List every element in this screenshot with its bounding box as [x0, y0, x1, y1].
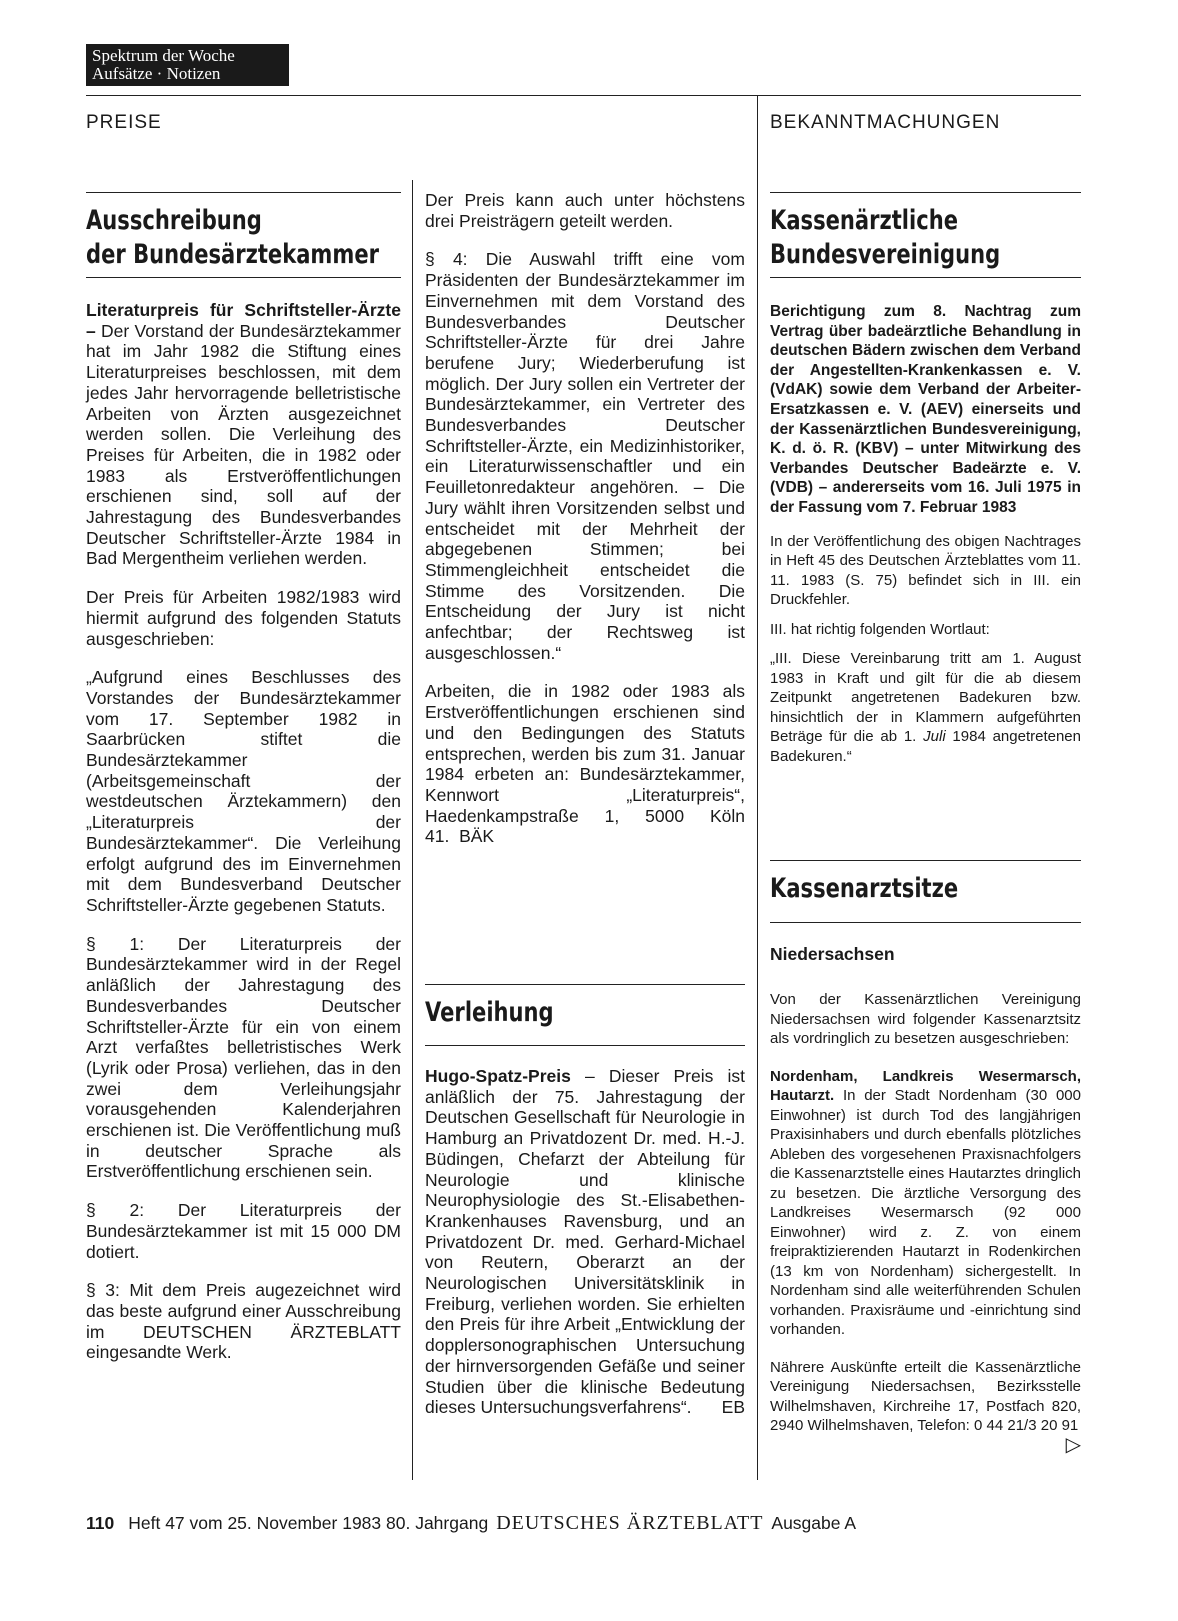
signature: BÄK [459, 826, 495, 847]
signature: EB [721, 1397, 745, 1418]
article-body [770, 302, 1081, 776]
paragraph [770, 1067, 1081, 1340]
article-title [770, 204, 1000, 272]
article-body [425, 1066, 745, 1436]
quote-italic: Juli [923, 728, 946, 746]
section-kicker [86, 44, 289, 86]
quote-text: „III. Diese Vereinbarung tritt am 1. August 1983 in Kraft und gilt für die ab diesem Zeitpunkt angetretenen Badekuren bzw. hinsichtlich der in Klammern aufgeführten Beträge für die ab 1. [770, 650, 1081, 746]
top-rule [86, 95, 1081, 96]
article-title-line-2: Bundesvereinigung [770, 239, 1001, 270]
heading-rule-bottom [770, 922, 1081, 923]
kicker-line-1: Spektrum der Woche [92, 46, 235, 65]
section-label-bekanntmachungen: BEKANNTMACHUNGEN [770, 112, 1001, 133]
heading-rule-top [425, 984, 745, 985]
heading-rule-bottom [770, 277, 1081, 278]
lead-bold: Literaturpreis für Schriftsteller-Ärzte – [86, 300, 401, 341]
heading-rule-bottom [86, 277, 401, 278]
article-body [770, 990, 1081, 1455]
paragraph: § 1: Der Literaturpreis der Bundesärztekammer wird in der Regel anläßlich der Jahrestagung des Bundesverbandes Deutscher Schriftsteller-Ärzte für ein von einem Arzt verfaßtes belletristisches Werk (Lyrik oder Prosa) verliehen, das in den zwei dem Verleihungsjahr vorausgehenden Kalenderjahren erschienen ist. Die Veröffentlichung muß in deutscher Sprache als Erstveröffentlichung erschienen sein. [86, 933, 401, 1182]
edition: Ausgabe A [771, 1513, 857, 1533]
article-title: Verleihung [425, 997, 554, 1028]
paragraph: „Aufgrund eines Beschlusses des Vorstandes der Bundesärztekammer vom 17. September 1982 in Saarbrücken stiftet die Bundesärztekammer (Arbeitsgemeinschaft der westdeutschen Ärztekammern) den „Literaturpreis der Bundesärztekammer“. Die Verleihung erfolgt aufgrund des im Einvernehmen mit dem Bundesverband Deutscher Schriftsteller-Ärzte gegebenen Statuts. [86, 667, 401, 915]
paragraph: § 2: Der Literaturpreis der Bundesärztekammer ist mit 15 000 DM dotiert. [86, 1200, 401, 1262]
article-title [86, 204, 379, 272]
heading-rule-top [86, 192, 401, 193]
closing-text: Arbeiten, die in 1982 oder 1983 als Erstveröffentlichungen erschienen sind und den Bedingungen des Statuts entsprechen, werden bis zum 31. Januar 1984 erbeten an: Bundesärztekammer, Kennwort „Literaturpreis“, Haedenkampstraße 1, 5000 Köln 41. [425, 681, 745, 847]
lead-text: Der Vorstand der Bundesärztekammer hat im Jahr 1982 die Stiftung eines Literaturpreises beschlossen, mit dem jedes Jahr hervorragende belletristische Arbeiten von Ärzten ausgezeichnet werden sollen. Die Verleihung des Preises für Arbeiten, die in 1982 oder 1983 als Erstveröffentlichungen erschienen sind, soll auf der Jahrestagung des Bundesverbandes Deutscher Schriftsteller-Ärzte 1984 in Bad Mergentheim verliehen werden. [86, 320, 401, 569]
kicker-line-2: Aufsätze · Notizen [92, 64, 221, 83]
paragraph [770, 1358, 1081, 1456]
column-divider-thin [412, 180, 413, 1480]
section-label-preise: PREISE [86, 112, 162, 133]
paragraph: In der Veröffentlichung des obigen Nachtrages in Heft 45 des Deutschen Ärzteblattes vom 11. 11. 1983 (S. 75) befindet sich in III. ein Druckfehler. [770, 532, 1081, 609]
quote-text-end: 1984 angetretenen Badekuren.“ [770, 728, 1081, 765]
article-title-line-1: Kassenärztliche [770, 205, 959, 236]
issue-info: Heft 47 vom 25. November 1983 80. Jahrgang [128, 1513, 489, 1533]
lead-bold: Berichtigung zum 8. Nachtrag zum Vertrag über badeärztliche Behandlung in deutschen Bädern zwischen dem Verband der Angestellten-Krankenkassen e. V. (VdAK) sowie dem Verband der Arbeiter-Ersatzkassen e. V. (AEV) einerseits und der Kassenärztlichen Bundesvereinigung, K. d. ö. R. (KBV) – unter Mitwirkung des Verbandes Deutscher Badeärzte e. V. (VDB) – andererseits vom 16. Juli 1975 in der Fassung vom 7. Februar 1983 [770, 303, 1081, 516]
paragraph [770, 649, 1081, 766]
article-column-2 [425, 190, 745, 865]
article-column-1 [86, 300, 401, 1381]
column-divider [757, 95, 758, 1480]
article-title-line-2: der Bundesärztekammer [86, 239, 379, 270]
heading-rule-top [770, 192, 1081, 193]
lead-bold: Hugo-Spatz-Preis [425, 1066, 571, 1086]
paragraph: III. hat richtig folgenden Wortlaut: [770, 620, 990, 638]
contact-text: Nährere Auskünfte erteilt die Kassenärztliche Vereinigung Niedersachsen, Bezirksstelle Wilhelmshaven, Kirchreihe 17, Postfach 820, 2940 Wilhelmshaven, Telefon: 0 44 21/3 20 91 [770, 1358, 1081, 1434]
article-lead [86, 300, 401, 569]
page-number: 110 [86, 1513, 115, 1533]
paragraph: § 3: Mit dem Preis augezeichnet wird das beste aufgrund einer Ausschreibung im DEUTSCHEN ÄRZTEBLATT eingesandte Werk. [86, 1280, 401, 1363]
heading-rule-top [770, 860, 1081, 861]
article-lead [770, 302, 1081, 518]
heading-rule-bottom [425, 1045, 745, 1046]
lead-bold: Nordenham, Landkreis Wesermarsch, Hautarzt. [770, 1067, 1081, 1104]
paragraph: Der Preis für Arbeiten 1982/1983 wird hiermit aufgrund des folgenden Statuts ausgeschrieben: [86, 587, 401, 649]
lead-text: In der Stadt Nordenham (30 000 Einwohner) ist durch Tod des langjährigen Praxisinhabers und durch ebenfalls plötzliches Ableben des vorgesehenen Praxisnachfolgers die Kassenarztstelle eines Hautarztes dringlich zu besetzen. Die ärztliche Versorgung des Landkreises Wesermarsch (92 000 Einwohner) wird z. Z. von einem freipraktizierenden Hautarzt in Rodenkirchen (13 km von Nordenham) sichergestellt. In Nordenham sind alle weiterführenden Schulen vorhanden. Praxisräume und -einrichtung sind vorhanden. [770, 1087, 1081, 1338]
paragraph [425, 681, 745, 847]
lead-text: – Dieser Preis ist anläßlich der 75. Jahrestagung der Deutschen Gesellschaft für Neurologie in Hamburg an Privatdozent Dr. med. H.-J. Büdingen, Chefarzt der Abteilung für Neurologie und klinische Neurophysiologie des St.-Elisabethen-Krankenhauses Ravensburg, und an Privatdozent Dr. med. Gerhard-Michael von Reutern, Oberarzt an der Neurologischen Universitätsklinik in Freiburg, verliehen worden. Sie erhielten den Preis für ihre Arbeit „Entwicklung der dopplersonographischen Untersuchung der hirnversorgenden Gefäße und seiner Studien über die klinische Bedeutung dieses Untersuchungsverfahrens“. [425, 1066, 745, 1418]
continue-arrow-icon: ▷ [1065, 1433, 1081, 1456]
paragraph: Von der Kassenärztlichen Vereinigung Niedersachsen wird folgender Kassenarztsitz als vordringlich zu besetzen ausgeschrieben: [770, 991, 1081, 1047]
page-footer [86, 1512, 856, 1535]
article-subtitle: Niedersachsen [770, 944, 895, 964]
paragraph: § 4: Die Auswahl trifft eine vom Präsidenten der Bundesärztekammer im Einvernehmen mit dem Vorstand des Bundesverbandes Deutscher Schriftsteller-Ärzte für drei Jahre berufene Jury; Wiederberufung ist möglich. Der Jury sollen ein Vertreter der Bundesärztekammer, ein Vertreter des Bundesverbandes Deutscher Schriftsteller-Ärzte, ein Medizinhistoriker, ein Literaturwissenschaftler und ein Feuilletonredakteur angehören. – Die Jury wählt ihren Vorsitzenden selbst und entscheidet mit der Mehrheit der abgegebenen Stimmen; bei Stimmengleichheit entscheidet die Stimme des Vorsitzenden. Die Entscheidung der Jury ist nicht anfechtbar; der Rechtsweg ist ausgeschlossen.“ [425, 249, 745, 663]
paragraph: Der Preis kann auch unter höchstens drei Preisträgern geteilt werden. [425, 190, 745, 231]
article-title-line-1: Ausschreibung [86, 205, 262, 236]
article-title: Kassenarztsitze [770, 873, 959, 904]
paragraph [425, 1066, 745, 1418]
magazine-name: DEUTSCHES ÄRZTEBLATT [496, 1512, 764, 1534]
